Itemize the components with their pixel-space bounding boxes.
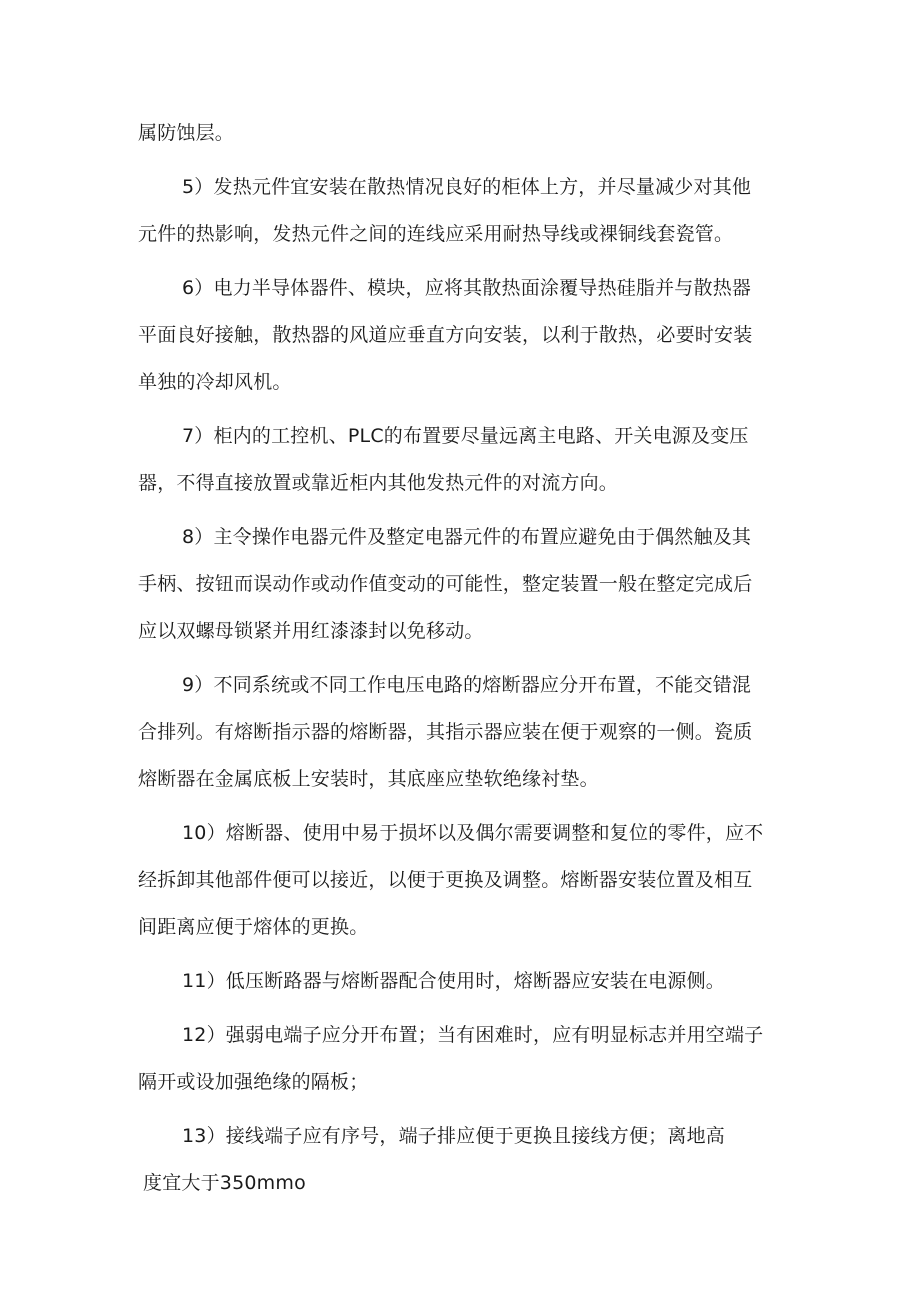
paragraph-item-13 [138, 1113, 788, 1207]
text-line: 隔开或设加强绝缘的隔板； [138, 1071, 369, 1093]
paragraph-item-6 [138, 265, 788, 406]
text-line: 12）强弱电端子应分开布置；当有困难时，应有明显标志并用空端子 [182, 1024, 764, 1046]
text-line: 10）熔断器、使用中易于损坏以及偶尔需要调整和复位的零件，应不 [182, 822, 764, 844]
text-line: 11）低压断路器与熔断器配合使用时，熔断器应安装在电源侧。 [182, 970, 725, 992]
paragraph-item-8 [138, 514, 788, 655]
paragraph-item-5 [138, 164, 788, 258]
text-line: 单独的冷却风机。 [138, 371, 292, 393]
paragraph-item-12 [138, 1012, 788, 1106]
text-line: 9）不同系统或不同工作电压电路的熔断器应分开布置，不能交错混 [182, 674, 752, 696]
text-line: 8）主令操作电器元件及整定电器元件的布置应避免由于偶然触及其 [182, 526, 752, 548]
text-line: 6）电力半导体器件、模块，应将其散热面涂覆导热硅脂并与散热器 [182, 277, 752, 299]
document-body [138, 110, 788, 1207]
text-line: 器，不得直接放置或靠近柜内其他发热元件的对流方向。 [138, 472, 619, 494]
text-line: 手柄、按钮而误动作或动作值变动的可能性，整定装置一般在整定完成后 [138, 573, 753, 595]
text-line: 间距离应便于熔体的更换。 [138, 916, 369, 938]
text-line: 合排列。有熔断指示器的熔断器，其指示器应装在便于观察的一侧。瓷质 [138, 721, 753, 743]
text-line: 13）接线端子应有序号，端子排应便于更换且接线方便；离地高 [182, 1125, 725, 1147]
text-line: 元件的热影响，发热元件之间的连线应采用耐热导线或裸铜线套瓷管。 [138, 223, 734, 245]
text-line: 经拆卸其他部件便可以接近，以便于更换及调整。熔断器安装位置及相互 [138, 869, 753, 891]
paragraph-continuation [138, 110, 788, 157]
text-line: 平面良好接触，散热器的风道应垂直方向安装，以利于散热，必要时安装 [138, 324, 753, 346]
paragraph-item-7 [138, 413, 788, 507]
text-line: 度宜大于350mmo [143, 1172, 306, 1194]
text-line: 5）发热元件宜安装在散热情况良好的柜体上方，并尽量减少对其他 [182, 176, 752, 198]
paragraph-item-9 [138, 662, 788, 803]
text-line: 熔断器在金属底板上安装时，其底座应垫软绝缘衬垫。 [138, 768, 599, 790]
paragraph-item-10 [138, 810, 788, 951]
paragraph-item-11 [138, 958, 788, 1005]
text-line: 7）柜内的工控机、PLC的布置要尽量远离主电路、开关电源及变压 [182, 425, 749, 447]
text-line: 属防蚀层。 [138, 122, 235, 144]
text-line: 应以双螺母锁紧并用红漆漆封以免移动。 [138, 620, 484, 642]
